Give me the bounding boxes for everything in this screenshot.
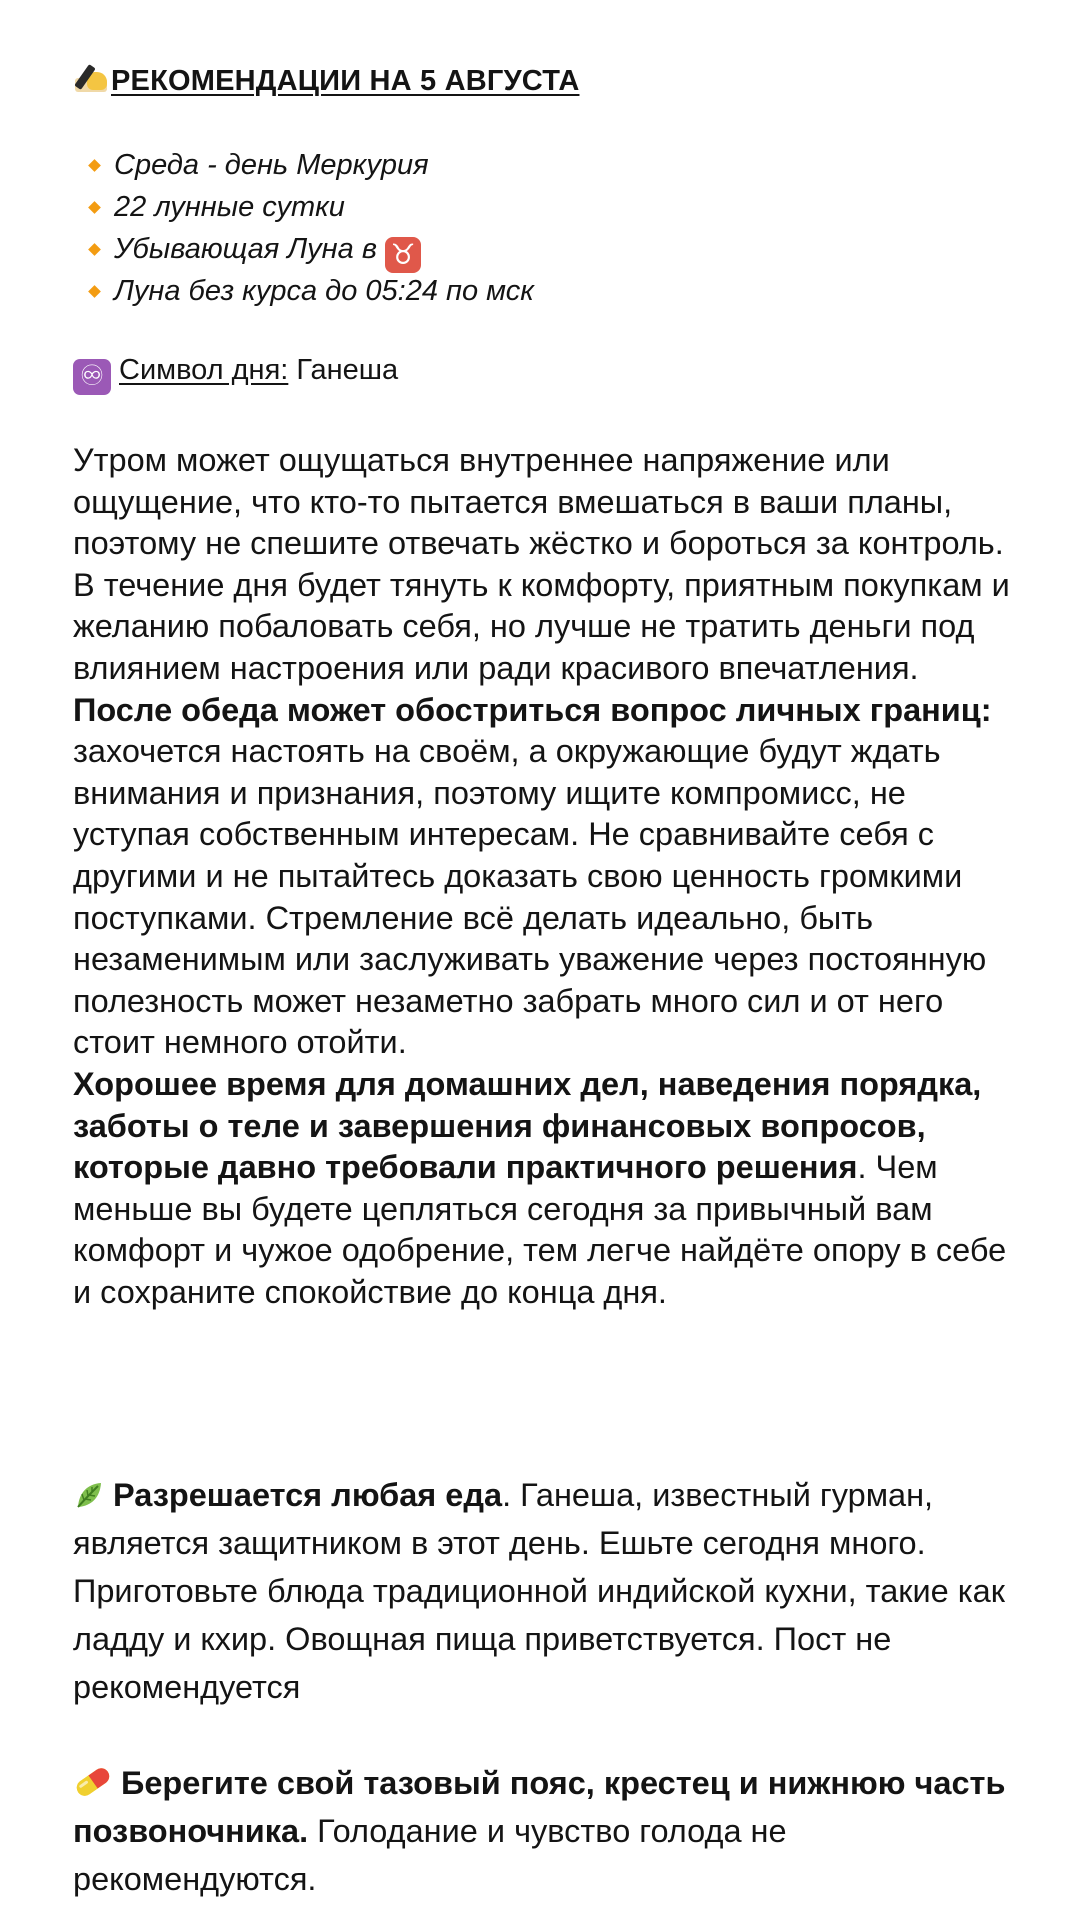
food-text: . Ганеша, известный гурман, является защитником в этот день. Ешьте сегодня много. Приготовьте блюда традиционной индийской кухни, такие как ладду и кхир. Овощная пища приветствуется. Пост не рекомендуется [73,1477,1005,1705]
symbol-label: Символ дня: [119,354,289,386]
orange-diamond-icon [88,243,101,256]
fact-text: 22 лунные сутки [114,191,345,223]
fact-text: Среда - день Меркурия [114,149,429,181]
writing-hand-icon [73,62,111,94]
forecast-paragraph-morning: Утром может ощущаться внутреннее напряжение или ощущение, что кто-то пытается вмешаться в ваши планы, поэтому не спешите отвечать жёстко и бороться за контроль. В течение дня будет тянуть к комфорту, приятным покупкам и желанию побаловать себя, но лучше не тратить деньги под влиянием настроения или ради красивого впечатления. [73,442,1010,686]
page-title-text: РЕКОМЕНДАЦИИ НА 5 АВГУСТА [111,65,580,97]
list-item [88,228,534,270]
day-facts-list [88,144,534,312]
food-emphasis: Разрешается любая еда [113,1477,503,1513]
forecast-paragraph-evening [73,1064,1023,1314]
forecast-text: . Чем меньше вы будете цепляться сегодня за привычный вам комфорт и чужое одобрение, тем легче найдёте опору в себе и сохраните спокойствие до конца дня. [73,1149,1007,1310]
health-text: Голодание и чувство голода не рекомендуются. [73,1813,787,1897]
pill-icon [73,1764,113,1800]
forecast-text: захочется настоять на своём, а окружающие будут ждать внимания и признания, поэтому ищите компромисс, не уступая собственным интересам. Не сравнивайте себя с другими и не пытайтесь доказать свою ценность громкими поступками. Стремление всё делать идеально, быть незаменимым или заслуживать уважение через постоянную полезность может незаметно забрать много сил и от него стоит немного отойти. [73,733,987,1061]
forecast-emphasis: После обеда может обостриться вопрос личных границ: [73,691,992,728]
fact-text: Убывающая Луна в [114,233,386,265]
forecast-paragraph-afternoon [73,690,1023,1064]
food-recommendation [73,1471,1023,1711]
list-item [88,186,534,228]
orange-diamond-icon [88,159,101,172]
list-item [88,270,534,312]
health-recommendation [73,1759,1023,1903]
infinity-icon: ♾ [73,359,111,395]
symbol-value: Ганеша [288,354,399,386]
orange-diamond-icon [88,201,101,214]
fact-text: Луна без курса до 05:24 по мск [114,275,534,307]
health-emphasis: Берегите свой тазовый пояс, крестец и нижнюю часть позвоночника. [73,1765,1006,1849]
orange-diamond-icon [88,285,101,298]
forecast-emphasis: Хорошее время для домашних дел, наведения порядка, заботы о теле и завершения финансовых вопросов, которые давно требовали практичного решения [73,1065,982,1186]
taurus-sign-icon: ♉ [385,237,421,273]
symbol-of-day [73,354,398,395]
list-item [88,144,534,186]
main-forecast [73,440,1023,1313]
leafy-green-icon [73,1479,105,1511]
page-title [73,62,579,98]
